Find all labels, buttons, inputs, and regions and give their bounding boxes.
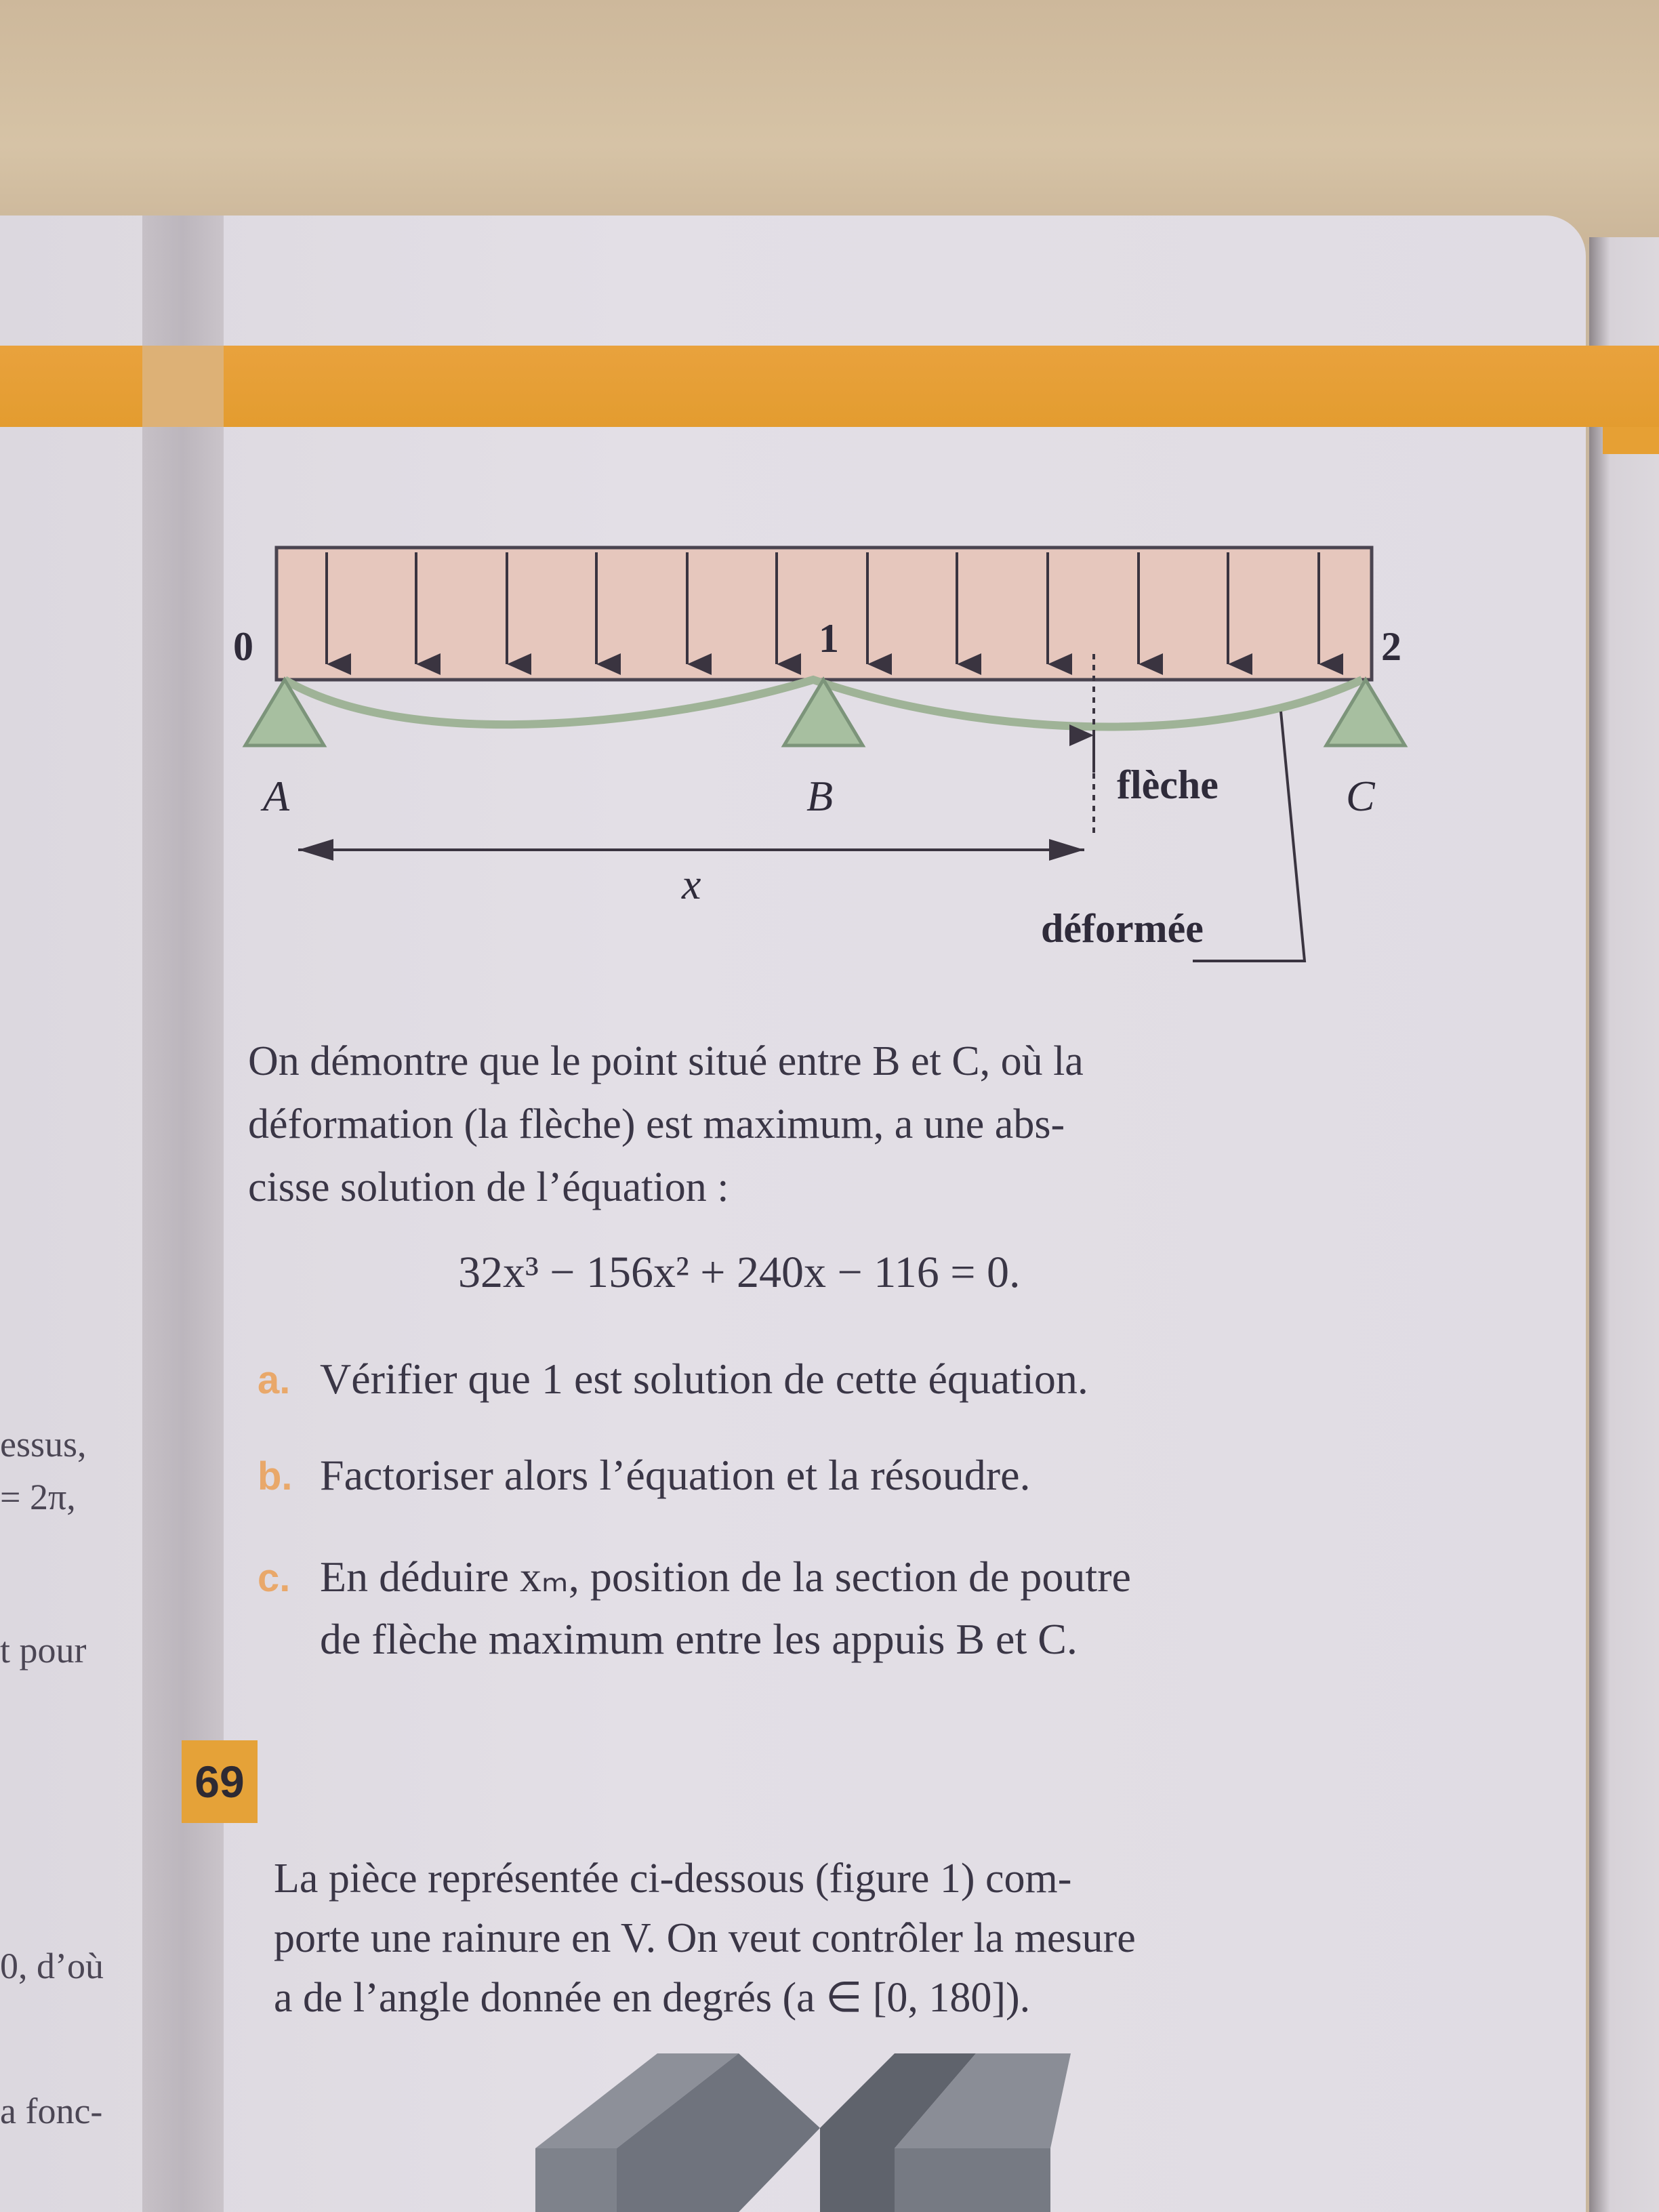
node-number-2: 2 bbox=[1381, 624, 1401, 669]
support-label-a: A bbox=[263, 772, 290, 820]
exercise-number-badge: 69 bbox=[182, 1740, 258, 1823]
intro-line-3: cisse solution de l’équation : bbox=[248, 1164, 729, 1210]
exercise-69-line-3: a de l’angle donnée en degrés (a ∈ [0, 180]). bbox=[274, 1975, 1031, 2021]
deformee-leader-line bbox=[1193, 712, 1305, 961]
question-c-text-line-2: de flèche maximum entre les appuis B et C. bbox=[320, 1615, 1078, 1663]
fleche-label: flèche bbox=[1117, 762, 1218, 807]
question-b-marker: b. bbox=[258, 1454, 293, 1498]
part-front-right-face bbox=[895, 2148, 1050, 2212]
intro-line-1: On démontre que le point situé entre B et C, où la bbox=[248, 1038, 1084, 1084]
support-label-b: B bbox=[806, 772, 834, 820]
x-dimension-label: x bbox=[682, 860, 701, 908]
question-a-marker: a. bbox=[258, 1358, 291, 1402]
question-b-text: Factoriser alors l’équation et la résoudre. bbox=[320, 1451, 1031, 1499]
prev-page-fragment-4: 0, d’où bbox=[0, 1946, 104, 1986]
exercise-69-line-2: porte une rainure en V. On veut contrôler la mesure bbox=[274, 1915, 1136, 1961]
deformee-label: déformée bbox=[1041, 906, 1204, 951]
prev-page-fragment-2: = 2π, bbox=[0, 1477, 76, 1517]
prev-page-fragment-3: t pour bbox=[0, 1630, 87, 1671]
intro-line-2: déformation (la flèche) est maximum, a une abs- bbox=[248, 1101, 1065, 1147]
cubic-equation: 32x³ − 156x² + 240x − 116 = 0. bbox=[458, 1248, 1021, 1297]
prev-page-fragment-5: a fonc- bbox=[0, 2091, 103, 2131]
exercise-69-text bbox=[274, 1849, 1426, 2028]
exercise-69-line-1: La pièce représentée ci-dessous (figure 1) com- bbox=[274, 1856, 1072, 1902]
support-label-c: C bbox=[1346, 772, 1375, 820]
question-c-text-line-1: En déduire xₘ, position de la section de poutre bbox=[320, 1553, 1131, 1601]
question-a-text: Vérifier que 1 est solution de cette équation. bbox=[320, 1355, 1088, 1403]
part-front-left-face bbox=[535, 2148, 617, 2212]
beam-figure bbox=[0, 0, 1659, 983]
question-c bbox=[258, 1547, 1131, 1670]
question-a bbox=[258, 1349, 1088, 1411]
prev-page-fragment-1: essus, bbox=[0, 1424, 87, 1465]
node-number-0: 0 bbox=[233, 624, 253, 669]
node-number-1: 1 bbox=[819, 616, 839, 661]
v-groove-part-illustration bbox=[515, 2033, 1166, 2212]
intro-paragraph bbox=[248, 1030, 1441, 1219]
question-b bbox=[258, 1445, 1031, 1507]
question-c-marker: c. bbox=[258, 1556, 291, 1600]
